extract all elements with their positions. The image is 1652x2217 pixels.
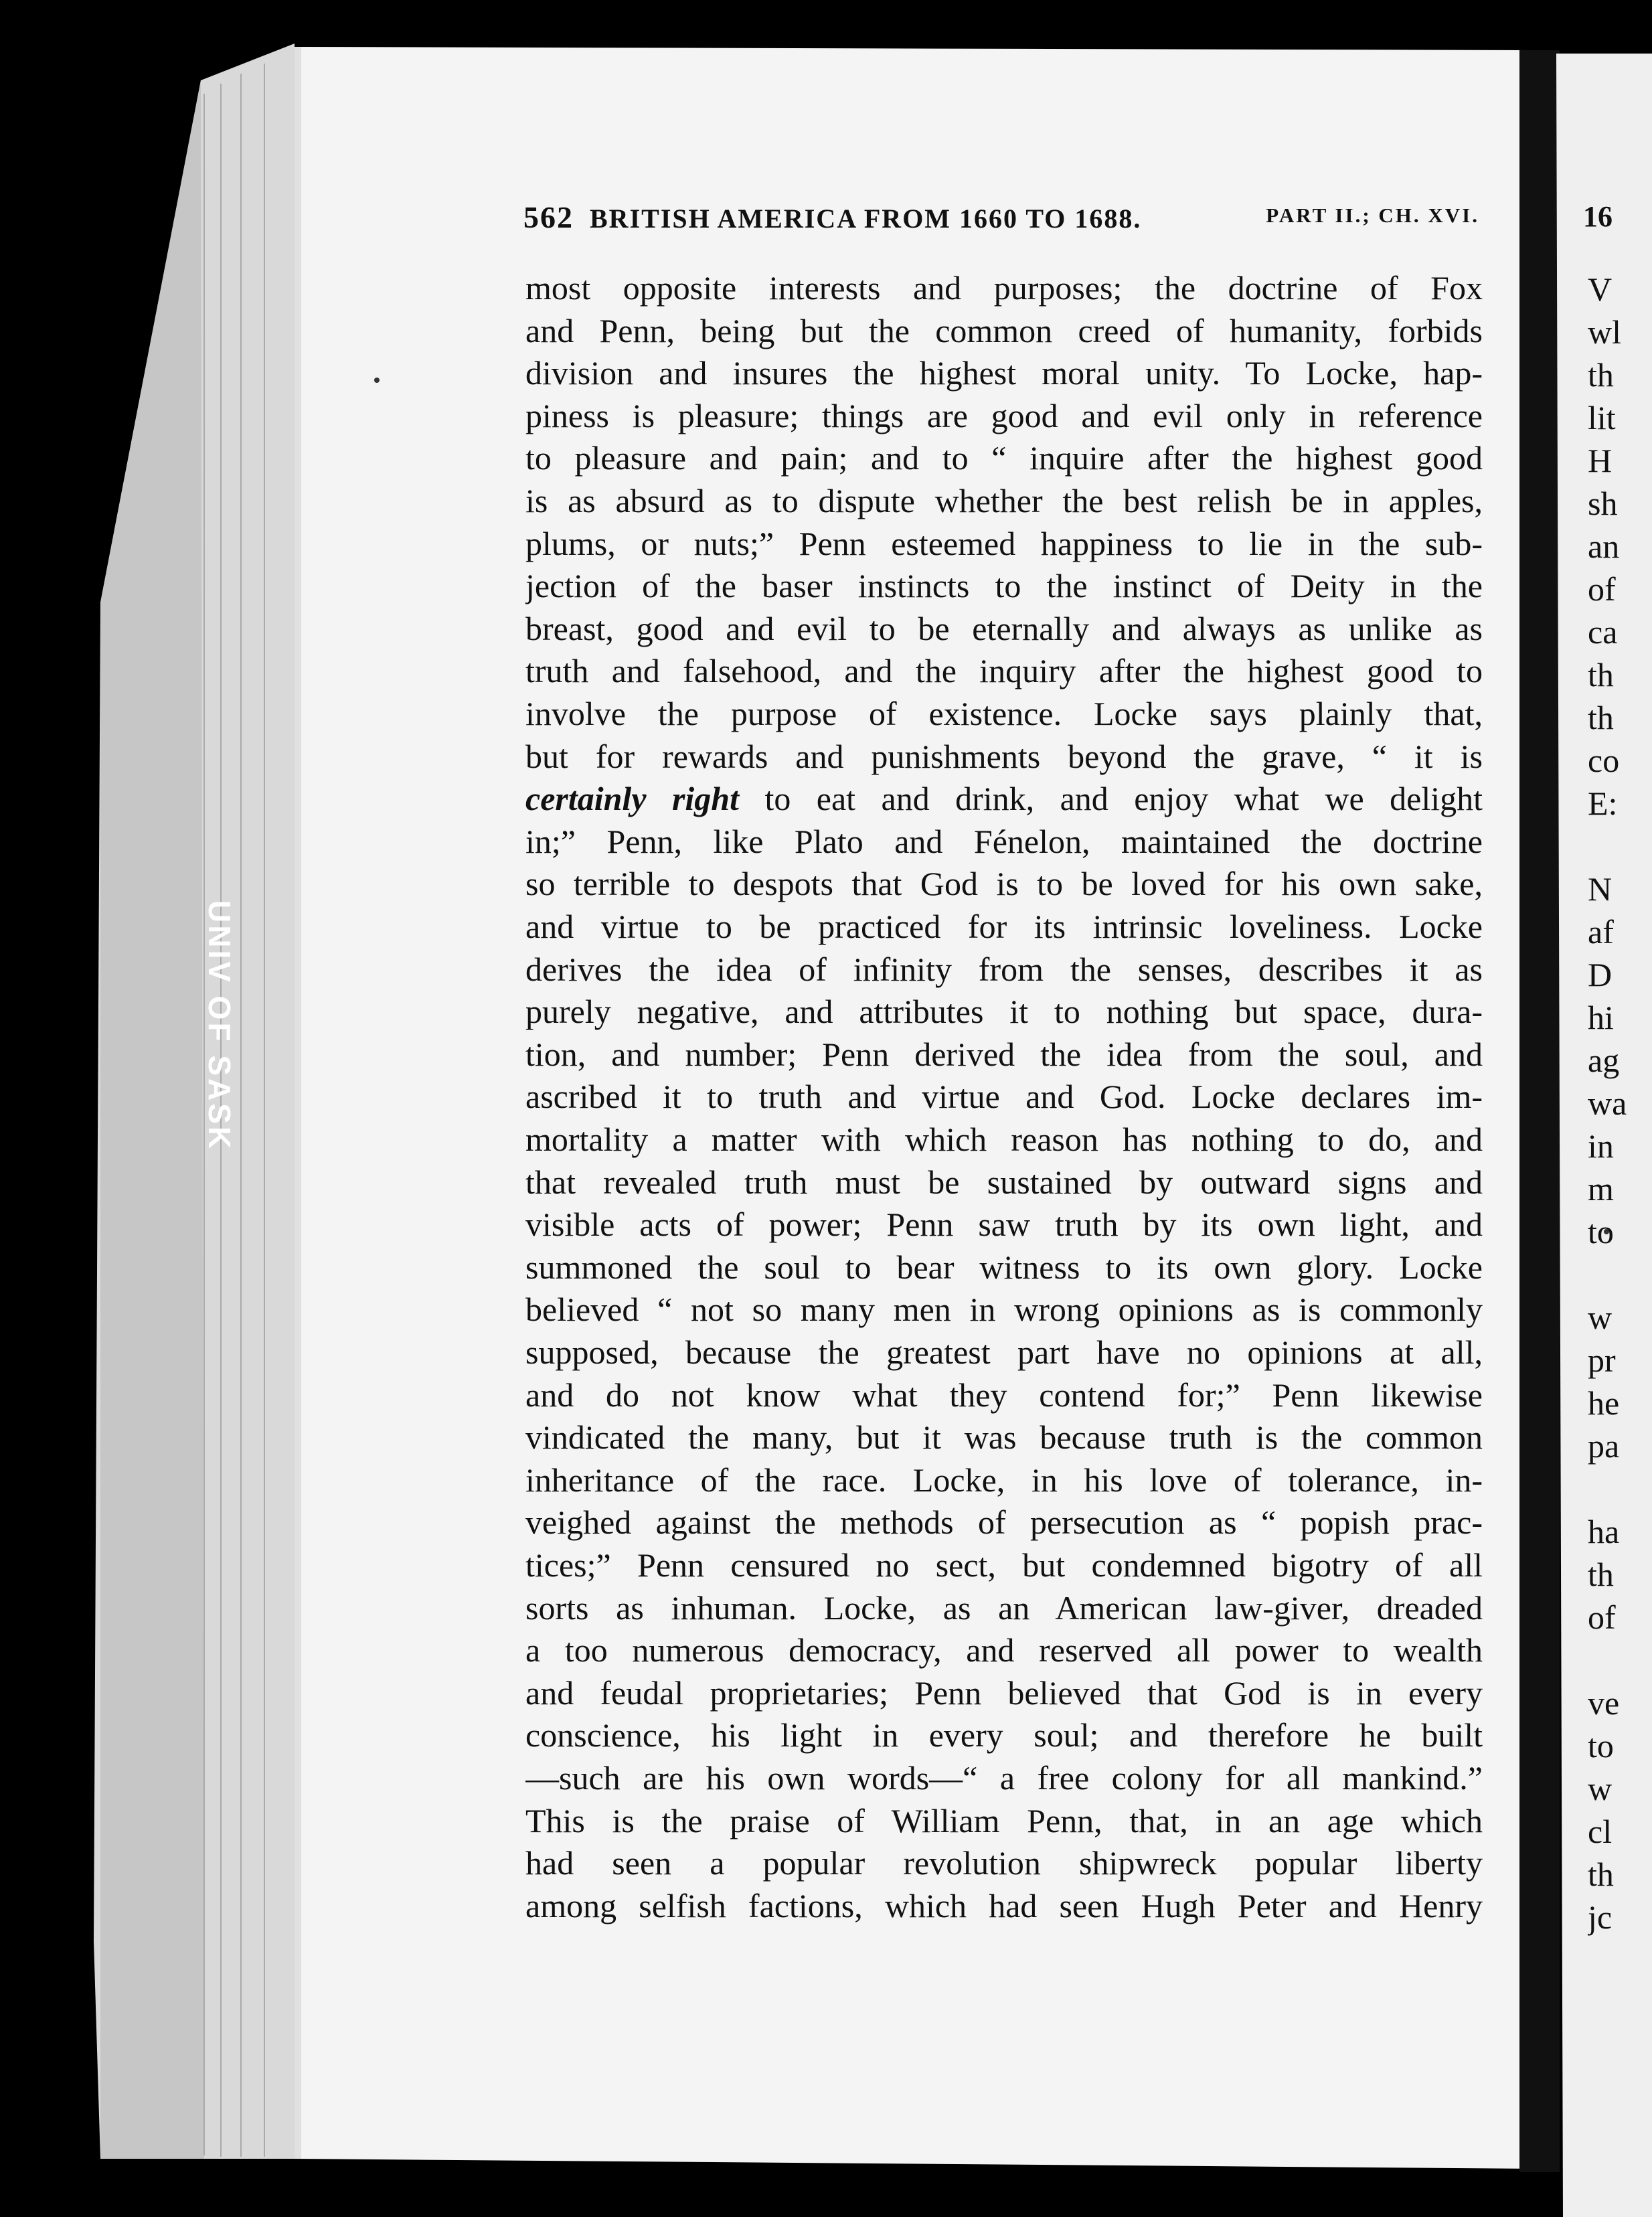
body-line: This is the praise of William Penn, that, in an age which [525,1801,1483,1839]
next-page-fragment: pa [1588,1427,1620,1465]
body-line: tion, and number; Penn derived the idea from the soul, and [525,1035,1483,1073]
next-page-fragment: to [1588,1213,1614,1250]
next-page-fragment: H [1588,442,1613,479]
body-line: is as absurd as to dispute whether the best relish be in apples, [525,482,1483,519]
next-page-fragment: of [1588,570,1616,608]
body-line: tices;” Penn censured no sect, but condemned bigotry of all [525,1546,1483,1584]
body-line: and do not know what they contend for;” Penn likewise [525,1376,1483,1414]
body-line: derives the idea of infinity from the senses, describes it as [525,950,1483,988]
next-page-fragment: ha [1588,1513,1620,1550]
next-page-fragment: V [1588,270,1613,308]
body-line: jection of the baser instincts to the instinct of Deity in the [525,567,1483,605]
next-page-fragment: af [1588,913,1614,951]
next-page-fragment: lit [1588,399,1616,436]
body-line: division and insures the highest moral unity. To Locke, hap- [525,354,1483,392]
next-page-fragment: ag [1588,1042,1620,1079]
next-page-fragment: to [1588,1727,1614,1764]
next-page-fragment: th [1588,1556,1614,1593]
next-page-fragment: N [1588,870,1613,908]
body-line: ascribed it to truth and virtue and God. Locke declares im- [525,1078,1483,1116]
body-line: conscience, his light in every soul; and therefore he built [525,1716,1483,1754]
next-page-fragment: th [1588,656,1614,693]
running-title: BRITISH AMERICA FROM 1660 TO 1688. [590,203,1142,234]
running-head [523,199,1479,240]
body-line: mortality a matter with which reason has nothing to do, and [525,1121,1483,1158]
next-page-fragment: jc [1588,1898,1613,1936]
page-number: 562 [523,200,574,234]
body-line: among selfish factions, which had seen Hugh Peter and Henry [525,1886,1483,1924]
italic-phrase: certainly right [525,780,740,818]
body-line: supposed, because the greatest part have no opinions at all, [525,1333,1483,1371]
next-page-fragment: E: [1588,785,1618,822]
next-page-fragment: w [1588,1299,1613,1336]
next-page-fragment: wa [1588,1084,1627,1122]
body-line: a too numerous democracy, and reserved all power to wealth [525,1631,1483,1669]
body-line: in;” Penn, like Plato and Fénelon, maintained the doctrine [525,822,1483,860]
body-line: —such are his own words—“ a free colony for all mankind.” [525,1759,1483,1797]
next-page-fragment: of [1588,1598,1616,1636]
body-line: and feudal proprietaries; Penn believed that God is in every [525,1673,1483,1712]
body-line: sorts as inhuman. Locke, as an American law-giver, dreaded [525,1588,1483,1627]
next-page-fragment: D [1588,956,1613,993]
body-line: to pleasure and pain; and to “ inquire after the highest good [525,439,1483,477]
next-page-fragment: sh [1588,485,1618,522]
next-page-fragment: an [1588,527,1620,565]
next-page-fragment: co [1588,742,1620,779]
body-line: most opposite interests and purposes; the doctrine of Fox [525,269,1483,307]
next-page-fragment: cl [1588,1813,1613,1850]
library-stamp: UNIV OF SASK [202,900,237,1152]
body-line: certainly right to eat and drink, and enjoy what we delight [525,780,1483,818]
body-line: that revealed truth must be sustained by outward signs and [525,1163,1483,1201]
next-page-fragment: ca [1588,613,1618,651]
body-line: had seen a popular revolution shipwreck popular liberty [525,1844,1483,1882]
body-line: inheritance of the race. Locke, in his love of tolerance, in- [525,1461,1483,1499]
next-page-head: 16 [1583,200,1613,233]
body-line: vindicated the many, but it was because truth is the common [525,1418,1483,1457]
body-line: believed “ not so many men in wrong opinions as is commonly [525,1291,1483,1329]
body-line: veighed against the methods of persecution as “ popish prac- [525,1503,1483,1542]
body-line: so terrible to despots that God is to be loved for his own sake, [525,865,1483,903]
body-line: and Penn, being but the common creed of humanity, forbids [525,311,1483,349]
body-line: purely negative, and attributes it to nothing but space, dura- [525,993,1483,1031]
next-page-fragment: th [1588,1856,1614,1893]
next-page-fragment: w [1588,1770,1613,1807]
body-line: truth and falsehood, and the inquiry after the highest good to [525,652,1483,690]
next-page-fragment: ve [1588,1684,1620,1722]
next-page-fragment: th [1588,699,1614,736]
body-line: piness is pleasure; things are good and evil only in reference [525,396,1483,434]
next-page-fragment: hi [1588,999,1614,1036]
next-page-fragment: th [1588,356,1614,394]
body-line: involve the purpose of existence. Locke says plainly that, [525,695,1483,732]
body-line: breast, good and evil to be eternally and always as unlike as [525,609,1483,647]
next-page-fragment: pr [1588,1341,1616,1379]
body-line: summoned the soul to bear witness to its own glory. Locke [525,1248,1483,1286]
body-line: visible acts of power; Penn saw truth by its own light, and [525,1206,1483,1244]
body-line: but for rewards and punishments beyond the grave, “ it is [525,737,1483,775]
next-page-fragment: wl [1588,313,1621,351]
body-line: and virtue to be practiced for its intrinsic loveliness. Locke [525,908,1483,945]
next-page-fragment: in [1588,1127,1614,1165]
next-page-fragment: m [1588,1170,1614,1208]
next-page-fragment: he [1588,1384,1620,1422]
section-label: PART II.; CH. XVI. [1266,203,1479,227]
body-line: plums, or nuts;” Penn esteemed happiness to lie in the sub- [525,524,1483,562]
